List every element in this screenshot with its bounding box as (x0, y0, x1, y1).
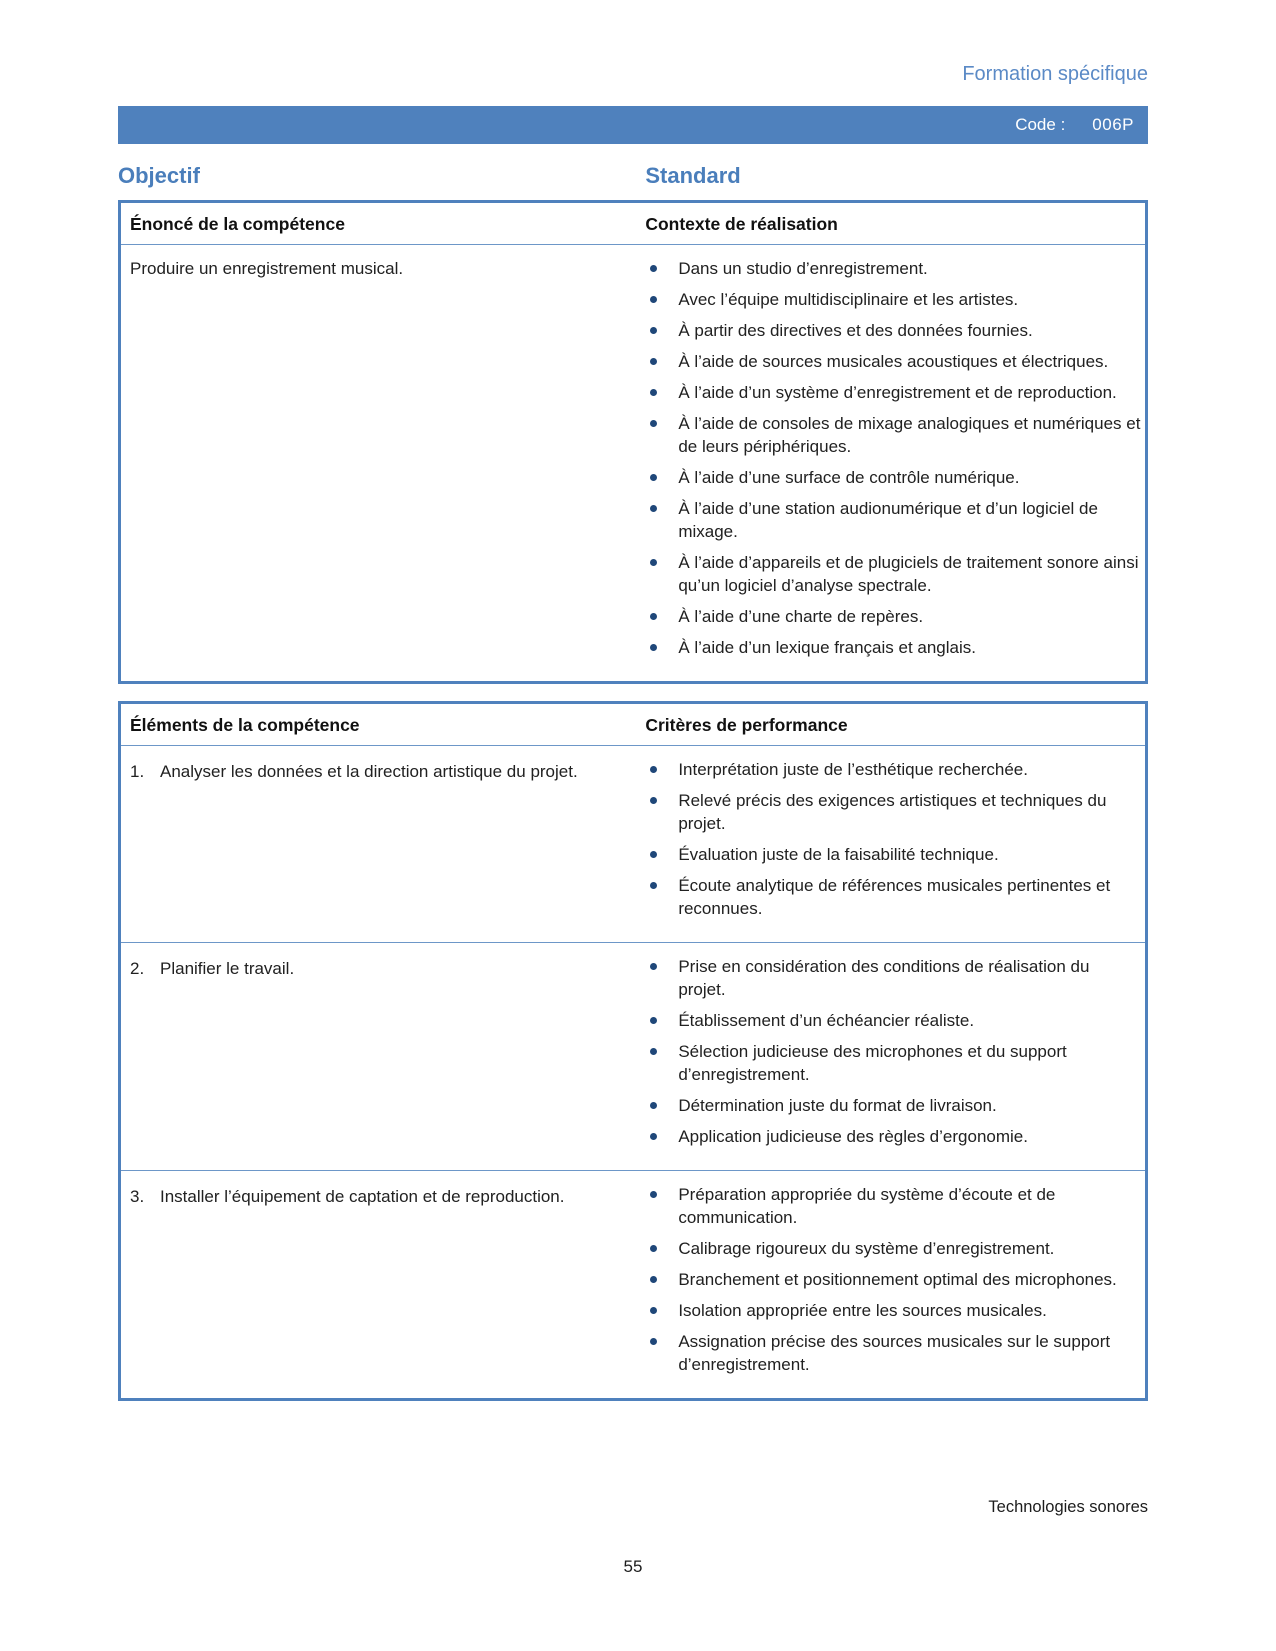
bullet-text: À l’aide d’un lexique français et anglais. (678, 638, 976, 657)
bullet-text: À l’aide d’une surface de contrôle numérique. (678, 468, 1020, 487)
bullet-item (645, 257, 1141, 280)
bullet-item (645, 1237, 1141, 1260)
element-text: Planifier le travail. (160, 959, 295, 978)
bullet-item (645, 466, 1141, 489)
bullet-text: Évaluation juste de la faisabilité technique. (678, 845, 999, 864)
objectif-heading: Objectif (118, 163, 200, 188)
contexte-header: Contexte de réalisation (645, 202, 1146, 245)
element-item (130, 1183, 617, 1208)
bullet-icon (650, 559, 657, 566)
bullet-icon (650, 1048, 657, 1055)
bullet-icon (650, 296, 657, 303)
bullet-text: À l’aide d’un système d’enregistrement et de reproduction. (678, 383, 1117, 402)
bullet-icon (650, 1191, 657, 1198)
competence-table (118, 200, 1148, 684)
code-label: Code : (1015, 115, 1066, 134)
footer-program-name: Technologies sonores (988, 1498, 1148, 1516)
elements-table-header-row (120, 703, 1147, 746)
bullet-text: Sélection judicieuse des microphones et du support d’enregistrement. (678, 1042, 1067, 1084)
bullet-item (645, 288, 1141, 311)
bullet-text: Dans un studio d’enregistrement. (678, 259, 928, 278)
element-row-3 (120, 1171, 1147, 1400)
element-text: Analyser les données et la direction artistique du projet. (160, 762, 578, 781)
bullet-item (645, 758, 1141, 781)
bullet-item (645, 1299, 1141, 1322)
bullet-item (645, 1268, 1141, 1291)
bullet-item (645, 1183, 1141, 1229)
contexte-list (645, 257, 1141, 659)
competence-statement: Produire un enregistrement musical. (130, 259, 404, 278)
bullet-icon (650, 882, 657, 889)
element-text: Installer l’équipement de captation et de reproduction. (160, 1187, 565, 1206)
element-item (130, 758, 617, 783)
bullet-text: Écoute analytique de références musicales pertinentes et reconnues. (678, 876, 1111, 918)
competence-table-body-row (120, 245, 1147, 683)
bullet-text: À l’aide de consoles de mixage analogiques et numériques et de leurs périphériques. (678, 414, 1141, 456)
bullet-text: Établissement d’un échéancier réaliste. (678, 1011, 975, 1030)
element-item (130, 955, 617, 980)
bullet-item (645, 350, 1141, 373)
section-label: Formation spécifique (962, 63, 1148, 85)
bullet-icon (650, 265, 657, 272)
bullet-icon (650, 1102, 657, 1109)
bullet-item (645, 319, 1141, 342)
bullet-text: Relevé précis des exigences artistiques et techniques du projet. (678, 791, 1107, 833)
bullet-icon (650, 1307, 657, 1314)
elements-header: Éléments de la compétence (120, 703, 646, 746)
bullet-icon (650, 1133, 657, 1140)
bullet-icon (650, 389, 657, 396)
bullet-text: Isolation appropriée entre les sources musicales. (678, 1301, 1047, 1320)
bullet-icon (650, 1017, 657, 1024)
bullet-text: Détermination juste du format de livraison. (678, 1096, 997, 1115)
page-footer (118, 1497, 1148, 1651)
page-number: 55 (623, 1557, 643, 1576)
bullet-item (645, 1040, 1141, 1086)
bullet-item (645, 605, 1141, 628)
bullet-icon (650, 1245, 657, 1252)
competence-table-header-row (120, 202, 1147, 245)
standard-heading: Standard (645, 163, 741, 188)
bullet-icon (650, 358, 657, 365)
bullet-item (645, 1009, 1141, 1032)
element-row-2 (120, 943, 1147, 1171)
bullet-item (645, 789, 1141, 835)
bullet-text: Prise en considération des conditions de réalisation du projet. (678, 957, 1090, 999)
bullet-item (645, 843, 1141, 866)
bullet-icon (650, 1338, 657, 1345)
bullet-icon (650, 766, 657, 773)
bullet-icon (650, 963, 657, 970)
column-headings (118, 163, 1148, 189)
bullet-icon (650, 505, 657, 512)
bullet-icon (650, 797, 657, 804)
bullet-icon (650, 474, 657, 481)
bullet-text: À l’aide d’appareils et de plugiciels de traitement sonore ainsi qu’un logiciel d’analyse spectrale. (678, 553, 1139, 595)
bullet-item (645, 551, 1141, 597)
bullet-icon (650, 420, 657, 427)
bullet-item (645, 955, 1141, 1001)
bullet-icon (650, 1276, 657, 1283)
bullet-item (645, 636, 1141, 659)
bullet-item (645, 497, 1141, 543)
bullet-text: Interprétation juste de l’esthétique recherchée. (678, 760, 1028, 779)
bullet-text: À l’aide d’une station audionumérique et d’un logiciel de mixage. (678, 499, 1098, 541)
bullet-text: Assignation précise des sources musicales sur le support d’enregistrement. (678, 1332, 1111, 1374)
element-number: 2. (130, 959, 145, 978)
bullet-icon (650, 613, 657, 620)
bullet-icon (650, 327, 657, 334)
enonce-header: Énoncé de la compétence (120, 202, 646, 245)
bullet-item (645, 412, 1141, 458)
code-value: 006P (1092, 115, 1134, 134)
bullet-text: Calibrage rigoureux du système d’enregistrement. (678, 1239, 1055, 1258)
bullet-text: Préparation appropriée du système d’écoute et de communication. (678, 1185, 1056, 1227)
bullet-icon (650, 644, 657, 651)
bullet-item (645, 381, 1141, 404)
criteria-list-2 (645, 955, 1141, 1148)
bullet-text: À l’aide de sources musicales acoustiques et électriques. (678, 352, 1109, 371)
bullet-text: Branchement et positionnement optimal des microphones. (678, 1270, 1117, 1289)
bullet-text: Application judicieuse des règles d’ergonomie. (678, 1127, 1028, 1146)
criteria-list-3 (645, 1183, 1141, 1376)
elements-table (118, 701, 1148, 1401)
element-number: 3. (130, 1187, 145, 1206)
code-bar (118, 106, 1148, 144)
bullet-text: Avec l’équipe multidisciplinaire et les artistes. (678, 290, 1019, 309)
element-number: 1. (130, 762, 145, 781)
bullet-text: À l’aide d’une charte de repères. (678, 607, 924, 626)
bullet-item (645, 1094, 1141, 1117)
criteria-list-1 (645, 758, 1141, 920)
element-row-1 (120, 746, 1147, 943)
bullet-text: À partir des directives et des données fournies. (678, 321, 1033, 340)
bullet-item (645, 1125, 1141, 1148)
bullet-icon (650, 851, 657, 858)
bullet-item (645, 874, 1141, 920)
bullet-item (645, 1330, 1141, 1376)
criteres-header: Critères de performance (645, 703, 1146, 746)
